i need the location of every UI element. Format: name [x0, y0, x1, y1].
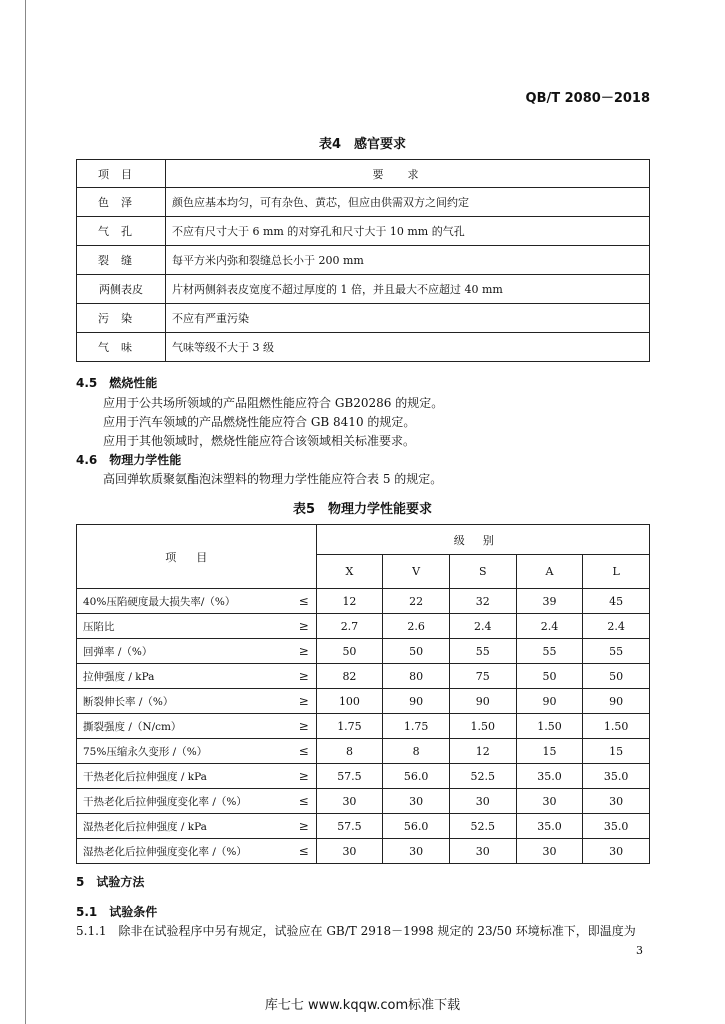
table-row	[77, 246, 650, 275]
table-row	[77, 217, 650, 246]
section-5-heading: 5 试验方法	[76, 875, 145, 889]
table-header-row	[77, 160, 650, 188]
comparison-symbol: ≥	[292, 614, 316, 639]
grade-value: 90	[383, 689, 450, 714]
table-row	[77, 814, 650, 839]
grade-value: 57.5	[316, 764, 383, 789]
grade-value: 30	[383, 839, 450, 864]
table-row	[77, 764, 650, 789]
grade-value: 55	[583, 639, 650, 664]
grade-v: V	[383, 555, 450, 589]
property-name: 撕裂强度 /（N/cm）	[77, 714, 292, 739]
grade-value: 30	[383, 789, 450, 814]
grade-value: 100	[316, 689, 383, 714]
row-requirement: 片材两侧斜表皮宽度不超过厚度的 1 倍，并且最大不应超过 40 mm	[166, 275, 650, 304]
row-requirement: 不应有严重污染	[166, 304, 650, 333]
grade-s: S	[449, 555, 516, 589]
grade-value: 30	[449, 789, 516, 814]
grade-value: 2.4	[583, 614, 650, 639]
table-row	[77, 275, 650, 304]
table5-caption: 表5 物理力学性能要求	[292, 502, 433, 517]
section-4-6-line-1: 高回弹软质聚氨酯泡沫塑料的物理力学性能应符合表 5 的规定。	[103, 472, 443, 486]
grade-value: 50	[383, 639, 450, 664]
grade-value: 90	[449, 689, 516, 714]
column-header-item: 项目	[77, 160, 166, 188]
grade-value: 8	[316, 739, 383, 764]
grade-value: 52.5	[449, 764, 516, 789]
grade-value: 57.5	[316, 814, 383, 839]
property-name: 断裂伸长率 /（%）	[77, 689, 292, 714]
grade-value: 22	[383, 589, 450, 614]
comparison-symbol: ≤	[292, 739, 316, 764]
row-label: 气孔	[77, 217, 166, 246]
grade-value: 1.50	[516, 714, 583, 739]
table-row	[77, 789, 650, 814]
comparison-symbol: ≤	[292, 589, 316, 614]
property-name: 压陷比	[77, 614, 292, 639]
property-name: 干热老化后拉伸强度 / kPa	[77, 764, 292, 789]
comparison-symbol: ≥	[292, 639, 316, 664]
comparison-symbol: ≥	[292, 689, 316, 714]
row-requirement: 颜色应基本均匀，可有杂色、黄芯，但应由供需双方之间约定	[166, 188, 650, 217]
grade-value: 8	[383, 739, 450, 764]
grade-value: 15	[516, 739, 583, 764]
property-name: 拉伸强度 / kPa	[77, 664, 292, 689]
grade-value: 30	[516, 839, 583, 864]
grade-value: 52.5	[449, 814, 516, 839]
section-5-1-heading: 5.1 试验条件	[76, 905, 158, 919]
property-name: 回弹率 /（%）	[77, 639, 292, 664]
grade-value: 32	[449, 589, 516, 614]
grade-value: 75	[449, 664, 516, 689]
column-header-grade: 级别	[316, 525, 649, 555]
property-name: 湿热老化后拉伸强度变化率 /（%）	[77, 839, 292, 864]
table-row	[77, 664, 650, 689]
comparison-symbol: ≥	[292, 764, 316, 789]
grade-value: 2.4	[516, 614, 583, 639]
section-4-5-line-3: 应用于其他领域时，燃烧性能应符合该领域相关标准要求。	[103, 434, 416, 448]
grade-value: 50	[316, 639, 383, 664]
grade-value: 30	[583, 839, 650, 864]
grade-a: A	[516, 555, 583, 589]
footer-watermark: 库七七 www.kqqw.com标准下载	[264, 998, 461, 1013]
row-label: 气味	[77, 333, 166, 362]
row-requirement: 不应有尺寸大于 6 mm 的对穿孔和尺寸大于 10 mm 的气孔	[166, 217, 650, 246]
table-row	[77, 333, 650, 362]
row-label: 污染	[77, 304, 166, 333]
section-4-5-line-2: 应用于汽车领域的产品燃烧性能应符合 GB 8410 的规定。	[103, 415, 416, 429]
grade-value: 12	[449, 739, 516, 764]
grade-value: 30	[583, 789, 650, 814]
grade-value: 12	[316, 589, 383, 614]
section-4-5-heading: 4.5 燃烧性能	[76, 376, 158, 390]
grade-value: 82	[316, 664, 383, 689]
standard-number: QB/T 2080－2018	[525, 91, 650, 106]
property-name: 干热老化后拉伸强度变化率 /（%）	[77, 789, 292, 814]
grade-value: 90	[583, 689, 650, 714]
table-header-row	[77, 525, 650, 555]
grade-value: 50	[583, 664, 650, 689]
table4-sensory-requirements	[76, 159, 650, 362]
table5-body	[77, 589, 650, 864]
grade-l: L	[583, 555, 650, 589]
column-header-requirement: 要求	[166, 160, 650, 188]
section-5-1-1-text: 5.1.1 除非在试验程序中另有规定，试验应在 GB/T 2918－1998 规定的 23/50 环境标准下，即温度为	[76, 924, 636, 938]
grade-value: 30	[316, 789, 383, 814]
grade-x: X	[316, 555, 383, 589]
grade-value: 15	[583, 739, 650, 764]
grade-value: 1.50	[449, 714, 516, 739]
table-row	[77, 304, 650, 333]
grade-value: 1.75	[316, 714, 383, 739]
grade-value: 56.0	[383, 814, 450, 839]
comparison-symbol: ≥	[292, 664, 316, 689]
grade-value: 55	[516, 639, 583, 664]
row-label: 色泽	[77, 188, 166, 217]
grade-value: 30	[449, 839, 516, 864]
comparison-symbol: ≥	[292, 714, 316, 739]
comparison-symbol: ≥	[292, 814, 316, 839]
section-4-5-line-1: 应用于公共场所领域的产品阻燃性能应符合 GB20286 的规定。	[103, 396, 444, 410]
grade-value: 56.0	[383, 764, 450, 789]
grade-value: 90	[516, 689, 583, 714]
grade-value: 30	[516, 789, 583, 814]
table-row	[77, 839, 650, 864]
row-requirement: 每平方米内弥和裂缝总长小于 200 mm	[166, 246, 650, 275]
column-header-item: 项目	[77, 525, 317, 589]
grade-value: 45	[583, 589, 650, 614]
grade-value: 1.50	[583, 714, 650, 739]
table-row	[77, 614, 650, 639]
row-requirement: 气味等级不大于 3 级	[166, 333, 650, 362]
property-name: 75%压缩永久变形 /（%）	[77, 739, 292, 764]
grade-value: 80	[383, 664, 450, 689]
grade-value: 2.4	[449, 614, 516, 639]
comparison-symbol: ≤	[292, 789, 316, 814]
grade-value: 35.0	[583, 814, 650, 839]
table-row	[77, 188, 650, 217]
grade-value: 50	[516, 664, 583, 689]
property-name: 湿热老化后拉伸强度 / kPa	[77, 814, 292, 839]
table-row	[77, 714, 650, 739]
table-row	[77, 589, 650, 614]
grade-value: 35.0	[516, 814, 583, 839]
table4-caption: 表4 感官要求	[318, 137, 407, 152]
table-row	[77, 739, 650, 764]
grade-value: 1.75	[383, 714, 450, 739]
grade-value: 2.7	[316, 614, 383, 639]
table-row	[77, 639, 650, 664]
property-name: 40%压陷硬度最大损失率/（%）	[77, 589, 292, 614]
page-number: 3	[636, 944, 643, 957]
comparison-symbol: ≤	[292, 839, 316, 864]
grade-value: 39	[516, 589, 583, 614]
grade-value: 35.0	[516, 764, 583, 789]
row-label: 两侧表皮	[77, 275, 166, 304]
table-row	[77, 689, 650, 714]
grade-value: 2.6	[383, 614, 450, 639]
row-label: 裂缝	[77, 246, 166, 275]
section-4-6-heading: 4.6 物理力学性能	[76, 453, 182, 467]
grade-value: 35.0	[583, 764, 650, 789]
table5-physical-properties	[76, 524, 650, 864]
grade-value: 55	[449, 639, 516, 664]
grade-value: 30	[316, 839, 383, 864]
